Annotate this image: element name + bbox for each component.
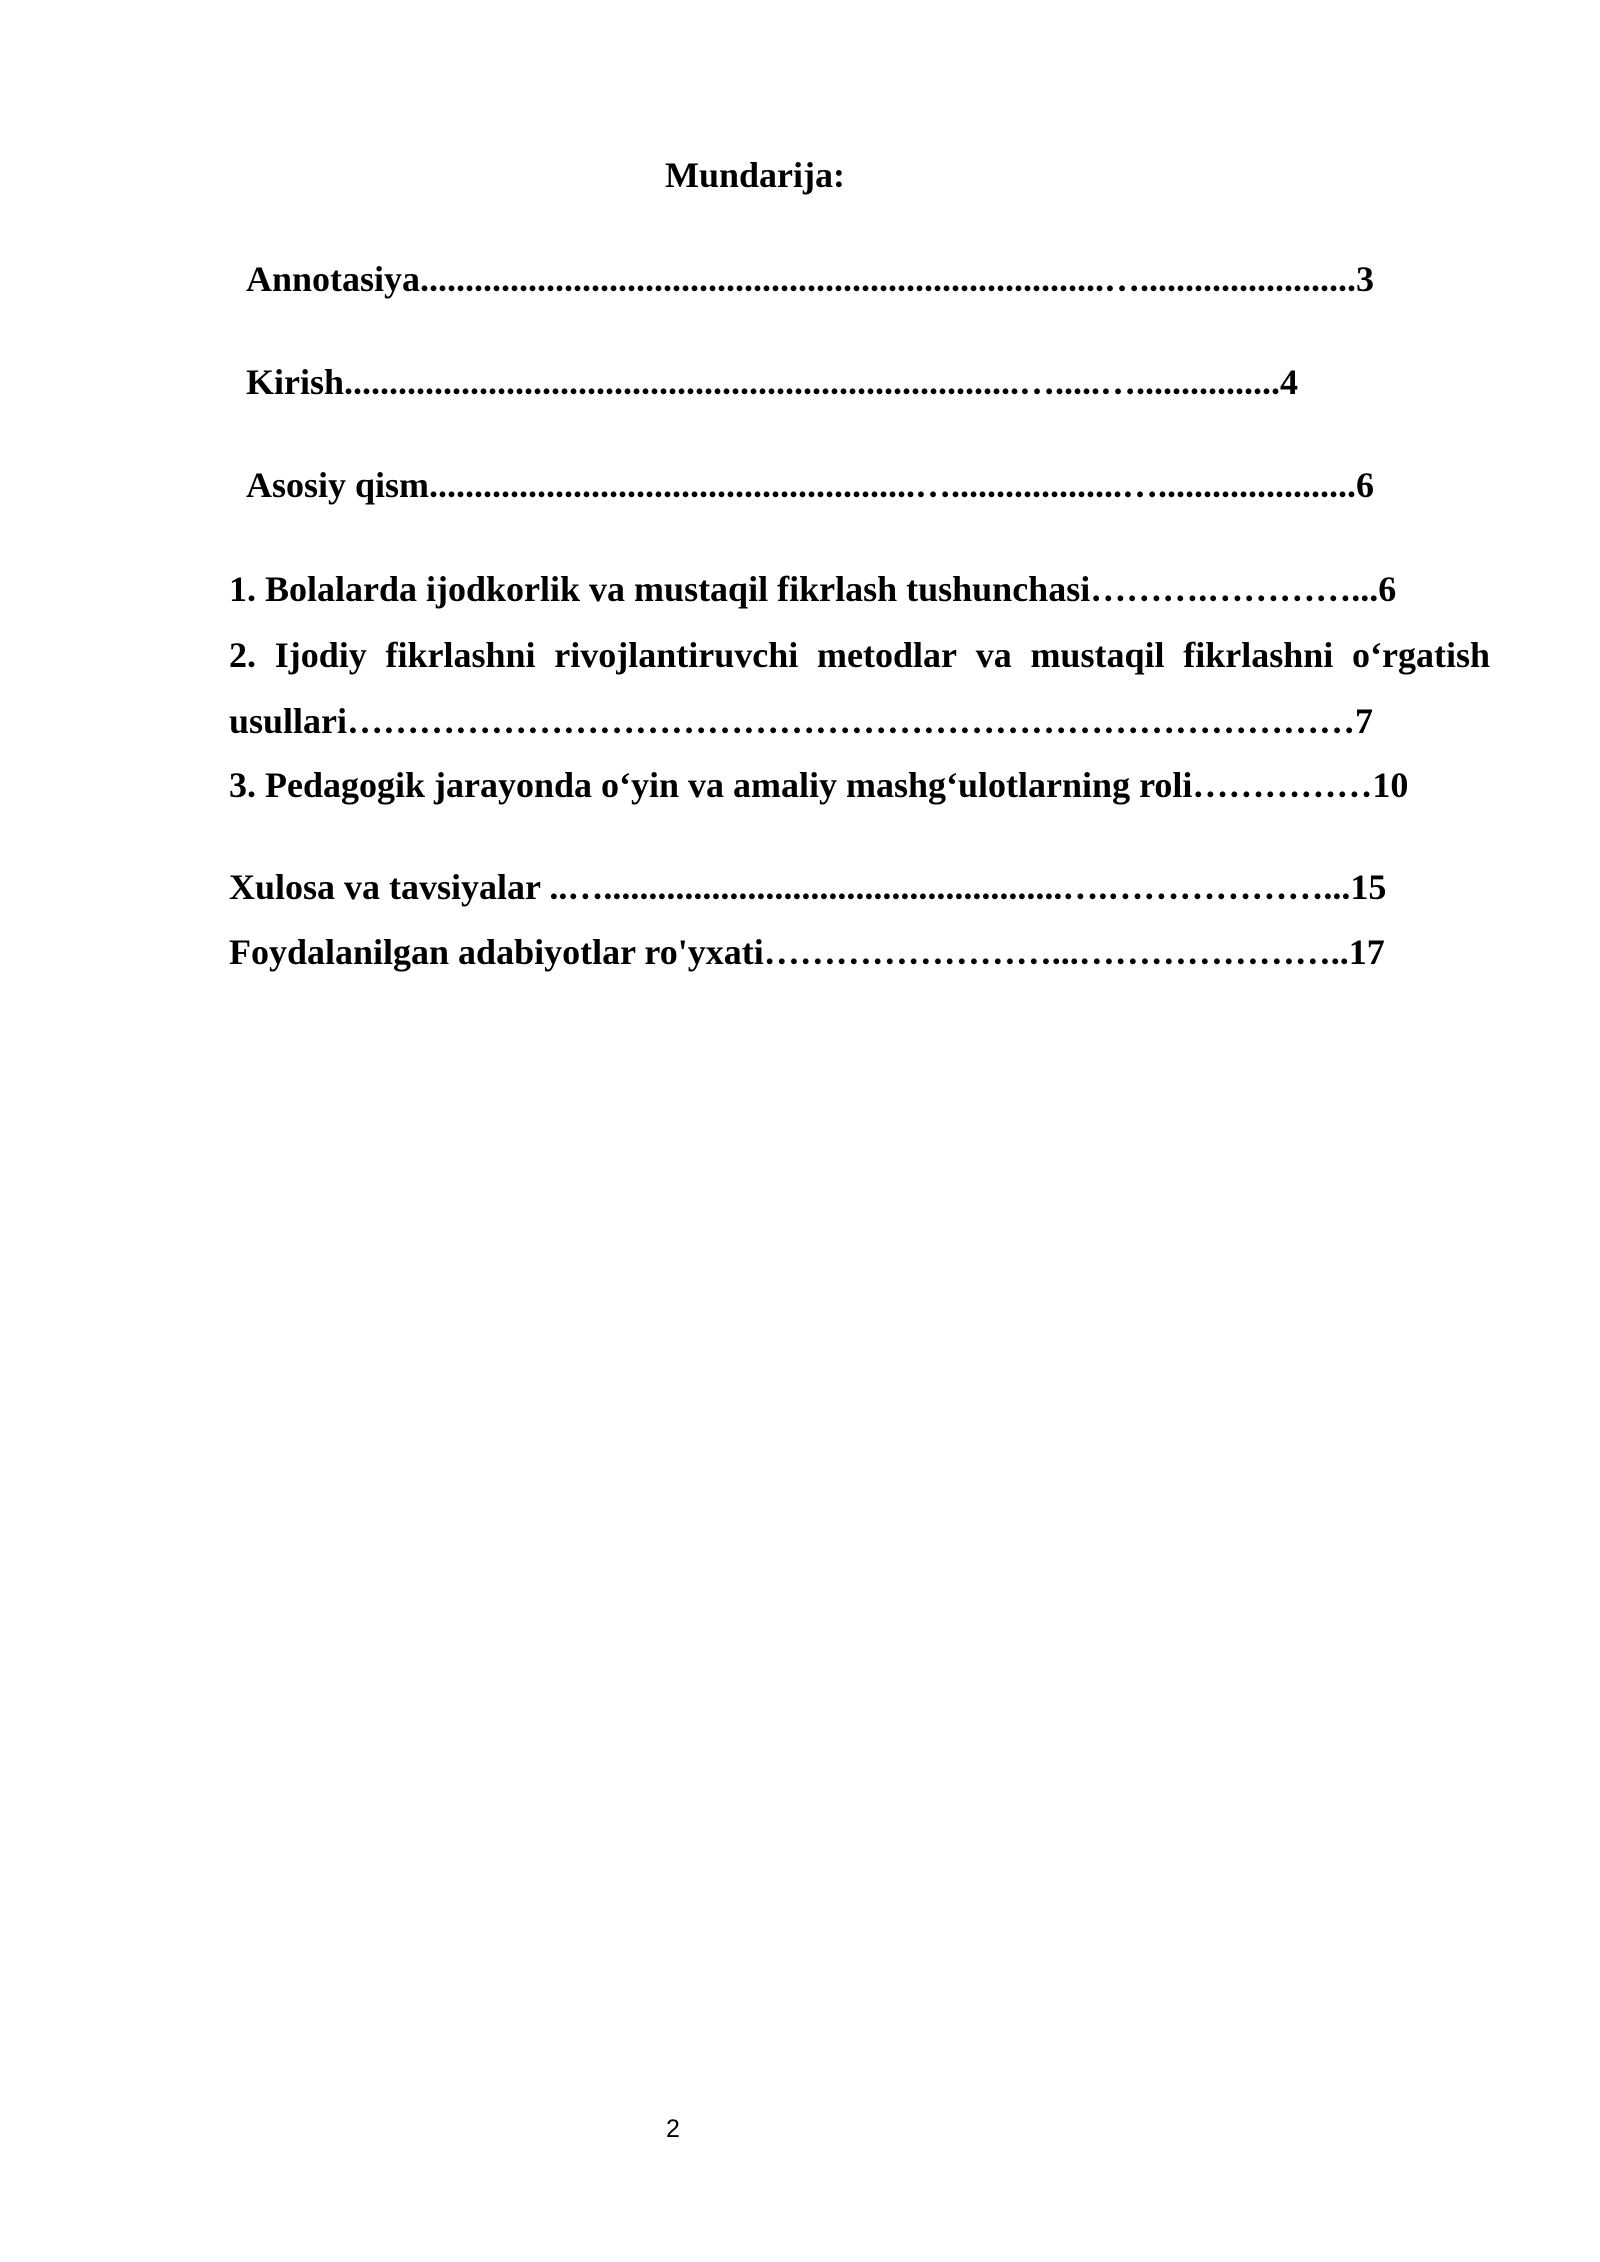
page-number: 2 (666, 2115, 680, 2143)
toc-word: rivojlantiruvchi (554, 635, 799, 675)
toc-entry-annotasiya: Annotasiya............................................................................…........................3 (246, 259, 1375, 299)
toc-word: Ijodiy (274, 635, 367, 675)
toc-word: va (975, 635, 1012, 675)
toc-entry-asosiy-qism: Asosiy qism......................................................…...................…......................6 (246, 465, 1375, 505)
toc-word: o‘rgatish (1352, 635, 1490, 675)
toc-entry-section-1: 1. Bolalarda ijodkorlik va mustaqil fikrlash tushunchasi……….…………...6 (229, 569, 1397, 609)
toc-entry-section-2-line-2: usullari…………………………………………………………………………7 (229, 701, 1374, 741)
toc-word: fikrlashni (385, 635, 536, 675)
toc-word: mustaqil (1030, 635, 1165, 675)
toc-entry-section-3: 3. Pedagogik jarayonda o‘yin va amaliy mashg‘ulotlarning roli……………10 (229, 765, 1409, 805)
toc-word: metodlar (817, 635, 957, 675)
toc-entry-kirish: Kirish...........................................................................….....…................4 (246, 362, 1299, 402)
toc-word: 2. (229, 635, 256, 675)
toc-entry-xulosa: Xulosa va tavsiyalar ..…...................................................….………………...15 (229, 867, 1387, 907)
table-of-contents-heading: Mundarija: (665, 155, 845, 195)
toc-entry-section-2-line-1 (229, 630, 1490, 680)
toc-entry-adabiyotlar: Foydalanilgan adabiyotlar ro'yxati……………………...…………………..17 (229, 932, 1385, 972)
toc-word: fikrlashni (1183, 635, 1334, 675)
justified-word-row (229, 630, 1490, 680)
